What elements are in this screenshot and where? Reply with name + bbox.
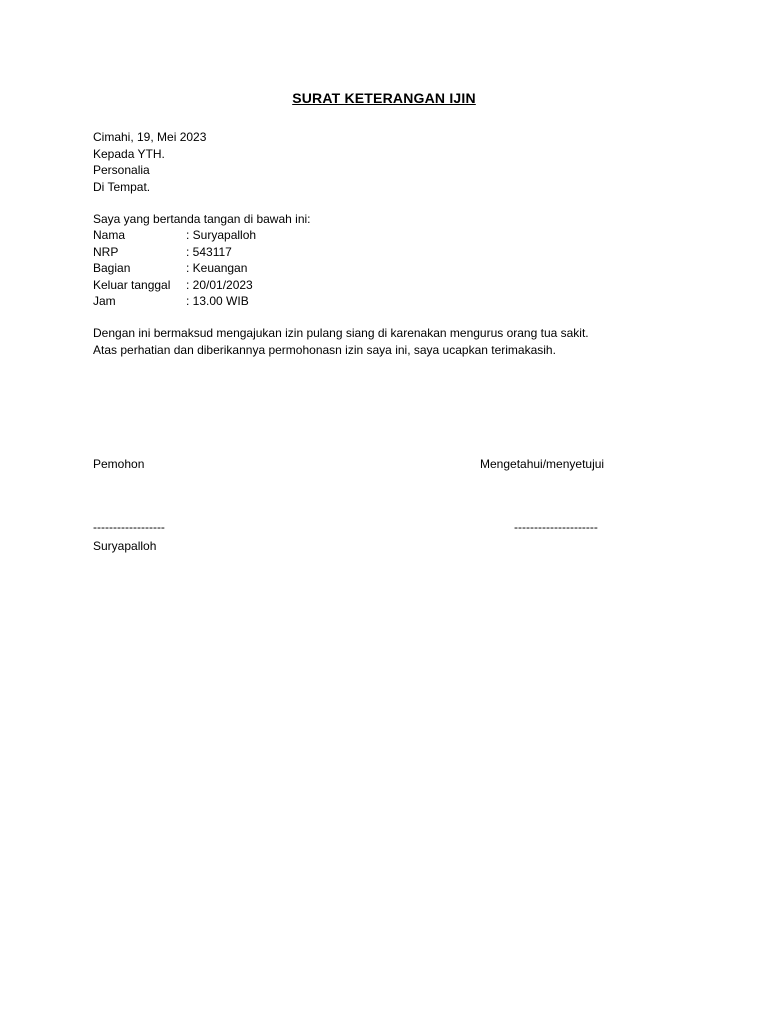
- detail-label: Nama: [93, 228, 126, 242]
- recipient-salutation: Kepada YTH.: [93, 146, 165, 161]
- recipient-department: Personalia: [93, 163, 150, 177]
- detail-label: Bagian: [93, 261, 131, 275]
- applicant-label: Pemohon: [93, 457, 145, 471]
- recipient-place: Di Tempat.: [93, 179, 151, 194]
- approver-label: Mengetahui/menyetujui: [480, 457, 605, 471]
- detail-row-date: [93, 277, 256, 294]
- approver-signature-line: ---------------------: [514, 520, 598, 534]
- letter-header: [93, 129, 206, 195]
- detail-value: : 543117: [186, 244, 232, 259]
- detail-label: Jam: [93, 294, 116, 308]
- detail-value: : 13.00 WIB: [186, 294, 249, 308]
- letter-date: Cimahi, 19, Mei 2023: [93, 130, 207, 144]
- letter-title: SURAT KETERANGAN IJIN: [292, 90, 476, 106]
- body-paragraph-line: Atas perhatian dan diberikannya permohonasn izin saya ini, saya ucapkan terimakasih.: [93, 342, 556, 357]
- letter-body: [93, 325, 589, 358]
- detail-value: : 20/01/2023: [186, 277, 253, 292]
- detail-row-name: [93, 227, 256, 244]
- detail-row-time: [93, 293, 256, 310]
- applicant-name: Suryapalloh: [93, 539, 157, 553]
- details-list: [93, 227, 256, 310]
- detail-row-nrp: [93, 244, 256, 261]
- body-paragraph-line: Dengan ini bermaksud mengajukan izin pulang siang di karenakan mengurus orang tua sakit.: [93, 326, 589, 340]
- letter-intro: Saya yang bertanda tangan di bawah ini:: [93, 212, 311, 226]
- applicant-signature-line: ------------------: [93, 520, 165, 534]
- detail-label: NRP: [93, 244, 119, 259]
- detail-value: : Keuangan: [186, 261, 248, 275]
- detail-label: Keluar tanggal: [93, 277, 171, 292]
- detail-value: : Suryapalloh: [186, 228, 257, 242]
- detail-row-department: [93, 260, 256, 277]
